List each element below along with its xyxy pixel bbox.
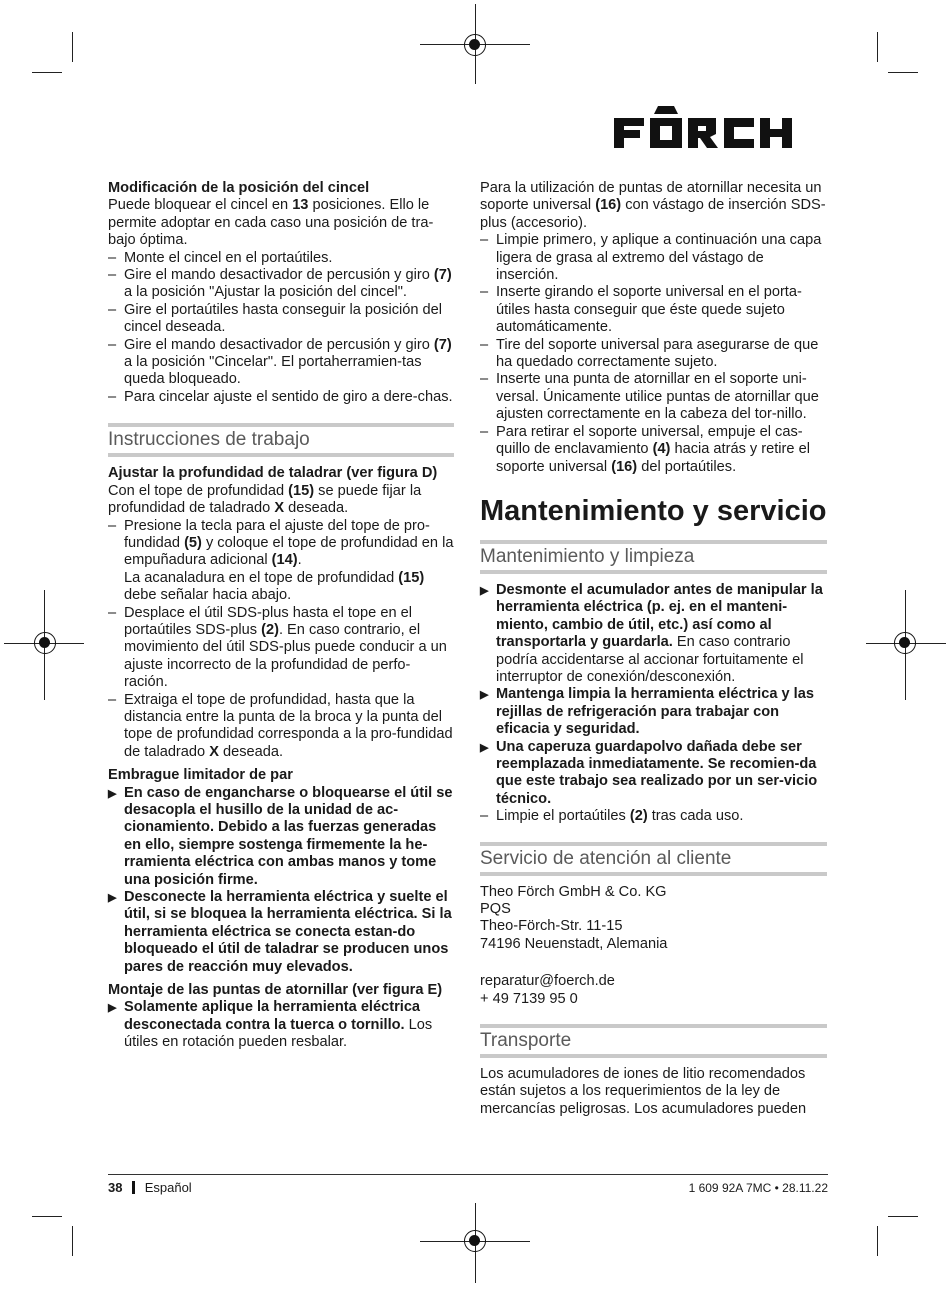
crop-mark [72,1226,73,1256]
text: deseada. [284,500,349,517]
brand-logo [612,104,828,152]
text: Gire el mando desactivador de percusión y giro [124,336,434,353]
text: La acanaladura en el tope de profundidad [124,569,399,586]
text: En caso contrario podría accidentarse al accionar fortuitamente el interruptor de conexión/desconexión. [496,634,804,685]
text: del portaútiles. [637,458,737,475]
list-item [108,389,454,406]
crop-mark [888,72,918,73]
text: Los útiles en rotación pueden resbalar. [124,1016,433,1051]
ref-number: (16) [611,458,638,475]
bold-number: 13 [292,197,309,214]
text: a la posición "Cincelar". El portaherramien-tas queda bloqueado. [124,354,422,388]
footer-separator [132,1181,135,1194]
list-item [108,337,454,389]
warning-text: Desconecte la herramienta eléctrica y suelte el útil, si se bloquea la herramienta eléctrica. Si la herramienta eléctrica se conecta estan-do bloqueado el útil de taladrar se producen unos pares de reacción muy elevados. [124,889,452,975]
list-item [108,267,454,302]
registration-target-icon [464,34,486,56]
text: . [297,552,302,569]
ref-number: (2) [629,808,648,825]
text: deseada. [218,743,284,760]
section-heading-limpieza: Mantenimiento y limpieza [480,540,827,574]
registration-target-icon [894,632,916,654]
text: Gire el mando desactivador de percusión y giro [124,267,434,284]
text: Para retirar el soporte universal, empuje el cas-quillo de enclavamiento [496,423,803,458]
list-item [108,605,454,692]
warning-item [480,582,827,686]
list-item [480,284,827,336]
registration-target-icon [464,1230,486,1252]
crop-mark [888,1216,918,1217]
footer-language: Español [144,1180,192,1195]
warning-text: En caso de engancharse o bloquearse el útil se desacopla el husillo de la unidad de ac-cionamiento. Debido a las fuerzas generadas en ello, siempre sostenga firmemente la he-rramienta eléctrica con ambas manos y tome una posición firme. [124,784,453,888]
list-item [108,302,454,337]
section-heading-trabajo: Instrucciones de trabajo [108,423,454,457]
list-item [108,250,454,267]
crop-mark [72,32,73,62]
text: hacia atrás y retire el soporte universal [496,441,810,475]
warning-item [480,739,827,809]
text: Para la utilización de puntas de atornillar necesita un soporte universal [480,180,822,214]
ref-number: (5) [184,534,202,551]
crop-mark [32,1216,62,1217]
paragraph-transport: Los acumuladores de iones de litio recomendados están sujetos a los requerimientos de la ley de mercancías peligrosas. Los acumuladores pueden [480,1066,807,1117]
text: Extraiga el tope de profundidad, hasta que la distancia entre la punta de la broca y la punta del tope de profundidad corresponda a la pro-fundidad de taladrado [124,691,453,760]
crop-mark [877,1226,878,1256]
address-line: Theo Förch GmbH & Co. KG [480,883,667,900]
chapter-title: Mantenimiento y servicio [480,494,827,527]
text: Con el tope de profundidad [108,482,289,499]
list-item [480,424,827,476]
text: Gire el portaútiles hasta conseguir la posición del cincel deseada. [124,301,442,336]
address-line: Theo-Förch-Str. 11-15 [480,918,623,935]
warning-text: Mantenga limpia la herramienta eléctrica y las rejillas de refrigeración para trabajar con eficacia y seguridad. [496,686,814,738]
list-item [480,371,827,423]
ref-number: (7) [433,267,452,284]
ref-number: (16) [595,197,622,214]
address-line: 74196 Neuenstadt, Alemania [480,935,668,952]
ref-number: (2) [261,621,279,638]
paragraph-depth-intro [108,483,454,518]
text: Para cincelar ajuste el sentido de giro a dere-chas. [124,388,453,405]
ref-number: (15) [288,482,315,499]
crop-mark [32,72,62,73]
heading-clutch: Embrague limitador de par [108,767,293,784]
text: Limpie primero, y aplique a continuación una capa ligera de grasa al extremo del vástago de inserción. [496,232,822,284]
list-item [480,232,827,284]
crop-mark [877,32,878,62]
ref-number: (7) [433,336,452,353]
list-item [108,518,454,605]
footer-code: 1 609 92A 7MC • 28.11.22 [688,1181,828,1195]
ref-number: (4) [652,441,671,458]
text: debe señalar hacia abajo. [124,587,292,604]
warning-text: Desmonte el acumulador antes de manipular la herramienta eléctrica (p. ej. en el manteni-miento, cambio de útil, etc.) así como al transportarla y guardarla. [496,581,823,651]
left-column [108,180,454,1052]
paragraph-cincel-intro [108,197,454,249]
text: Presione la tecla para el ajuste del tope de pro-fundidad [124,517,430,551]
ref-letter: X [274,500,285,517]
text: Monte el cincel en el portaútiles. [124,249,333,266]
list-item [480,337,827,372]
right-column [480,180,827,1118]
page-number: 38 [108,1180,123,1195]
text: con vástago de inserción SDS-plus (accesorio). [480,197,826,231]
text: Inserte una punta de atornillar en el soporte uni-versal. Únicamente utilice puntas de atornillar que ajusten correctamente en la cabeza del tor-nillo. [496,371,819,423]
section-heading-servicio: Servicio de atención al cliente [480,842,827,876]
heading-depth: Ajustar la profundidad de taladrar (ver figura D) [108,465,438,482]
text: tras cada uso. [647,808,744,825]
ref-number: (15) [398,569,425,586]
heading-screw: Montaje de las puntas de atornillar (ver figura E) [108,982,443,999]
text: . En caso contrario, el movimiento del útil SDS-plus puede conducir a un ajuste incorrecto de la profundidad de perfo-ración. [124,621,447,691]
text: Puede bloquear el cincel en [108,197,293,214]
paragraph-screw-intro [480,180,827,232]
warning-item [108,999,454,1051]
email-link[interactable]: reparatur@foerch.de [480,973,615,990]
text: se puede fijar la profundidad de taladrado [108,482,422,517]
address-line: PQS [480,901,511,917]
list-item [108,692,454,762]
text: Tire del soporte universal para asegurarse de que ha quedado correctamente sujeto. [496,336,819,371]
footer-left [108,1180,192,1195]
text: Limpie el portaútiles [496,808,630,825]
registration-target-icon [34,632,56,654]
section-heading-cincel: Modificación de la posición del cincel [108,180,370,196]
warning-text: Una caperuza guardapolvo dañada debe ser reemplazada inmediatamente. Se recomien-da que este trabajo sea realizado por un ser-vicio técnico. [496,738,818,807]
warning-item [108,785,454,889]
phone-number: + 49 7139 95 0 [480,990,578,1007]
text: Desplace el útil SDS-plus hasta el tope en el portaútiles SDS-plus [124,604,412,638]
text: Inserte girando el soporte universal en el porta-útiles hasta conseguir que éste quede sujeto automáticamente. [496,284,802,336]
list-item [480,808,827,825]
text: y coloque el tope de profundidad en la empuñadura adicional [124,534,454,569]
warning-item [108,889,454,976]
warning-text: Solamente aplique la herramienta eléctrica desconectada contra la tuerca o tornillo. [124,999,421,1033]
section-heading-transporte: Transporte [480,1024,827,1058]
ref-number: (14) [271,552,298,569]
text: posiciones. Ello le permite adoptar en cada caso una posición de tra-bajo óptima. [108,197,434,249]
ref-letter: X [209,743,219,760]
footer-rule [108,1174,828,1175]
warning-item [480,686,827,738]
text: a la posición "Ajustar la posición del cincel". [124,284,407,301]
foerch-logo-icon [612,104,828,152]
